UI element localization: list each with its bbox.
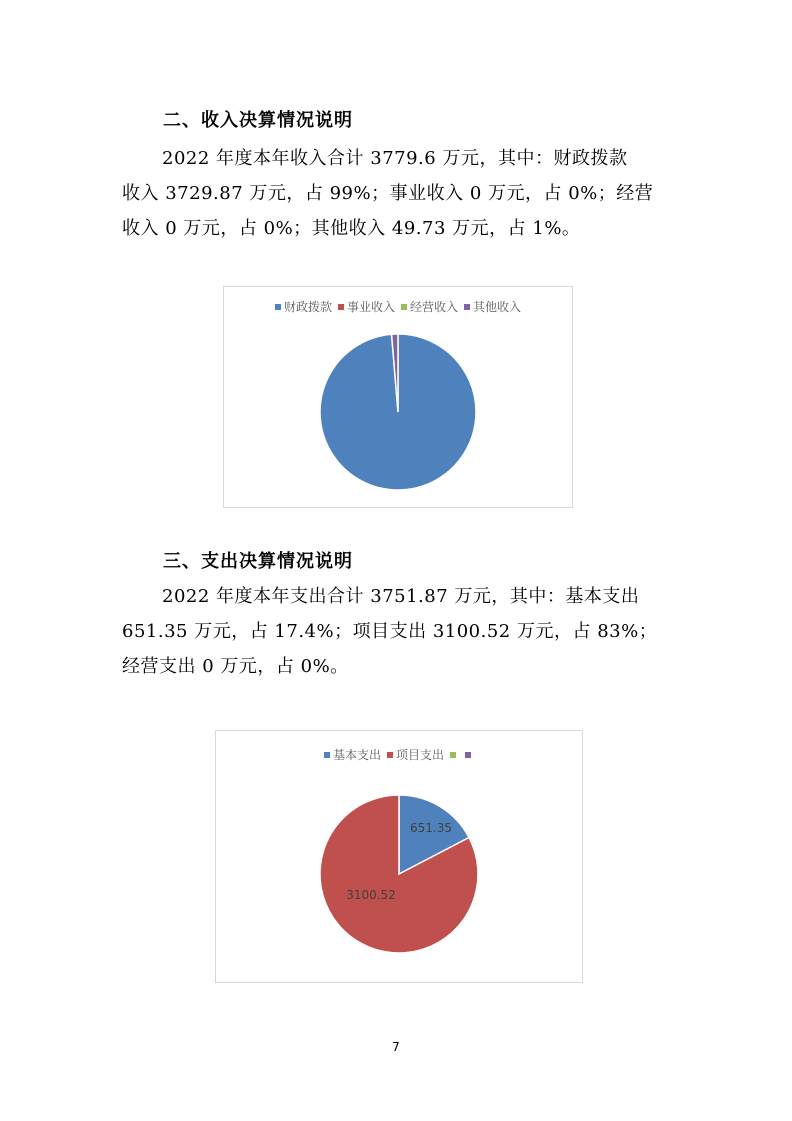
page-number: 7 (392, 1040, 400, 1054)
expense-line-2: 651.35 万元，占 17.4%；项目支出 3100.52 万元，占 83%； (122, 621, 658, 642)
legend-label-0: 财政拨款 (283, 300, 332, 314)
income-line-3: 收入 0 万元，占 0%；其他收入 49.73 万元，占 1%。 (122, 218, 581, 239)
legend-label-3: 其他收入 (473, 300, 522, 314)
expense-heading: 三、支出决算情况说明 (163, 551, 353, 572)
income-pie-chart (223, 286, 573, 508)
income-heading: 二、收入决算情况说明 (163, 110, 353, 131)
expense-pie-svg (216, 731, 582, 982)
legend-label-2: 经营收入 (410, 300, 459, 314)
data-label-0: 651.35 (410, 821, 452, 835)
income-pie-svg (224, 287, 572, 507)
income-line-1: 2022 年度本年收入合计 3779.6 万元，其中：财政拨款 (162, 148, 628, 169)
legend-label-0: 基本支出 (332, 748, 381, 762)
expense-paragraph (122, 579, 674, 684)
expense-line-1: 2022 年度本年支出合计 3751.87 万元，其中：基本支出 (162, 586, 640, 607)
legend-label-1: 项目支出 (396, 748, 445, 762)
data-label-1: 3100.52 (346, 888, 396, 902)
legend-label-1: 事业收入 (346, 300, 395, 314)
income-paragraph (122, 141, 674, 246)
expense-line-3: 经营支出 0 万元，占 0%。 (122, 656, 349, 677)
expense-pie-chart (215, 730, 583, 983)
income-line-2: 收入 3729.87 万元，占 99%；事业收入 0 万元，占 0%；经营 (122, 183, 654, 204)
